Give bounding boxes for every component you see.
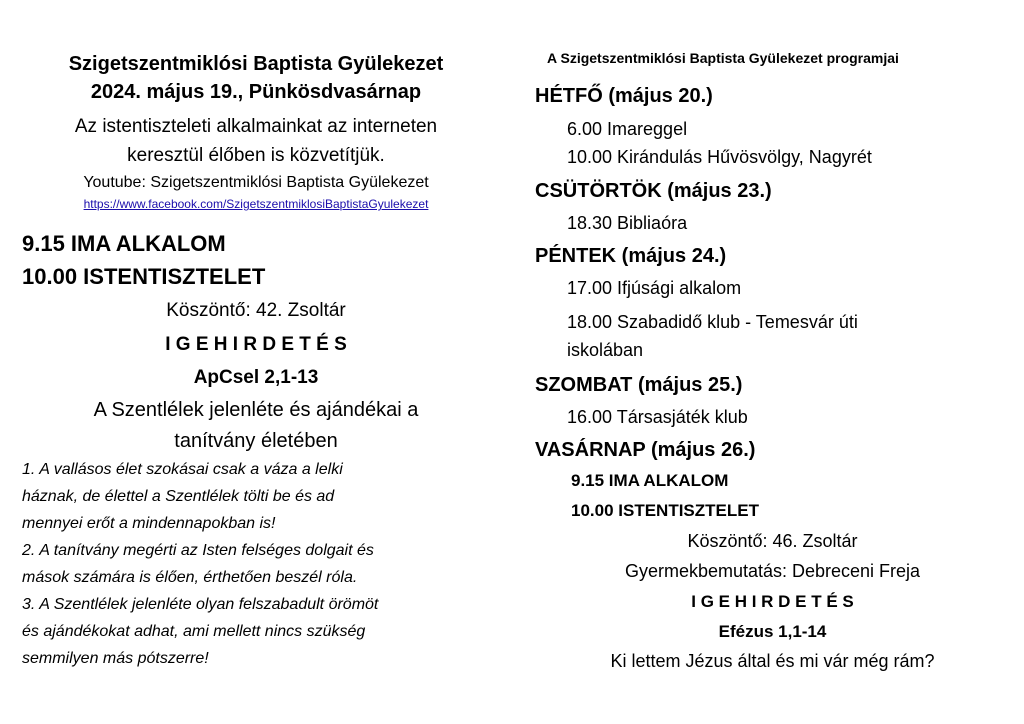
sunday-scripture-reference: Efézus 1,1-14 xyxy=(718,622,827,641)
sermon-point-line: 3. A Szentlélek jelenléte olyan felszabadult örömöt xyxy=(22,596,379,613)
sermon-point-line: mások számára is élően, érthetően beszél róla. xyxy=(22,569,358,586)
programs-title: A Szigetszentmiklósi Baptista Gyülekezet programjai xyxy=(547,50,899,66)
schedule-item: 10.00 Kirándulás Hűvösvölgy, Nagyrét xyxy=(567,147,872,167)
service-time: 10.00 ISTENTISZTELET xyxy=(22,264,266,289)
day-heading-sunday: VASÁRNAP (május 26.) xyxy=(535,439,756,461)
church-name-heading: Szigetszentmiklósi Baptista Gyülekezet xyxy=(68,53,444,75)
stream-notice-line1: Az istentiszteleti alkalmainkat az interneten xyxy=(74,116,438,137)
sermon-point-line: és ajándékokat adhat, ami mellett nincs szükség xyxy=(22,623,366,640)
sermon-topic-line1: A Szentlélek jelenléte és ajándékai a xyxy=(93,399,419,421)
sunday-greeting-psalm: Köszöntő: 46. Zsoltár xyxy=(687,531,858,551)
schedule-item: 18.00 Szabadidő klub - Temesvár úti xyxy=(567,312,858,332)
sermon-point-line: 2. A tanítvány megérti az Isten felséges dolgait és xyxy=(22,542,374,559)
sermon-heading: I G E H I R D E T É S xyxy=(165,334,347,355)
service-date-heading: 2024. május 19., Pünkösdvasárnap xyxy=(90,81,422,103)
sermon-point-line: mennyei erőt a mindennapokban is! xyxy=(22,515,276,532)
schedule-item: 18.30 Bibliaóra xyxy=(567,213,688,233)
day-heading-monday: HÉTFŐ (május 20.) xyxy=(535,85,713,107)
sermon-point-line: 1. A vallásos élet szokásai csak a váza a lelki xyxy=(22,461,343,478)
sunday-sermon-heading: I G E H I R D E T É S xyxy=(691,592,854,611)
day-heading-thursday: CSÜTÖRTÖK (május 23.) xyxy=(535,180,772,202)
stream-notice-line2: keresztül élőben is közvetítjük. xyxy=(127,145,385,166)
schedule-item: 16.00 Társasjáték klub xyxy=(567,407,748,427)
sermon-topic-line2: tanítvány életében xyxy=(174,430,338,452)
child-presentation: Gyermekbemutatás: Debreceni Freja xyxy=(624,561,921,581)
schedule-item: 17.00 Ifjúsági alkalom xyxy=(567,278,742,298)
day-heading-saturday: SZOMBAT (május 25.) xyxy=(535,374,743,396)
greeting-psalm: Köszöntő: 42. Zsoltár xyxy=(166,300,346,321)
schedule-item: 6.00 Imareggel xyxy=(567,119,688,139)
sermon-point-line: semmilyen más pótszerre! xyxy=(22,650,209,667)
sunday-sermon-topic: Ki lettem Jézus által és mi vár még rám? xyxy=(610,651,935,671)
facebook-link[interactable]: https://www.facebook.com/SzigetszentmiklosiBaptistaGyulekezet xyxy=(83,197,429,211)
prayer-time: 9.15 IMA ALKALOM xyxy=(22,231,226,256)
schedule-item: iskolában xyxy=(567,340,644,360)
day-heading-friday: PÉNTEK (május 24.) xyxy=(535,245,727,267)
scripture-reference: ApCsel 2,1-13 xyxy=(193,367,319,388)
youtube-channel: Youtube: Szigetszentmiklósi Baptista Gyülekezet xyxy=(83,174,429,191)
sermon-point-line: háznak, de élettel a Szentlélek tölti be és ad xyxy=(22,488,335,505)
sunday-service-time: 10.00 ISTENTISZTELET xyxy=(571,501,759,520)
sunday-prayer-time: 9.15 IMA ALKALOM xyxy=(571,471,729,490)
